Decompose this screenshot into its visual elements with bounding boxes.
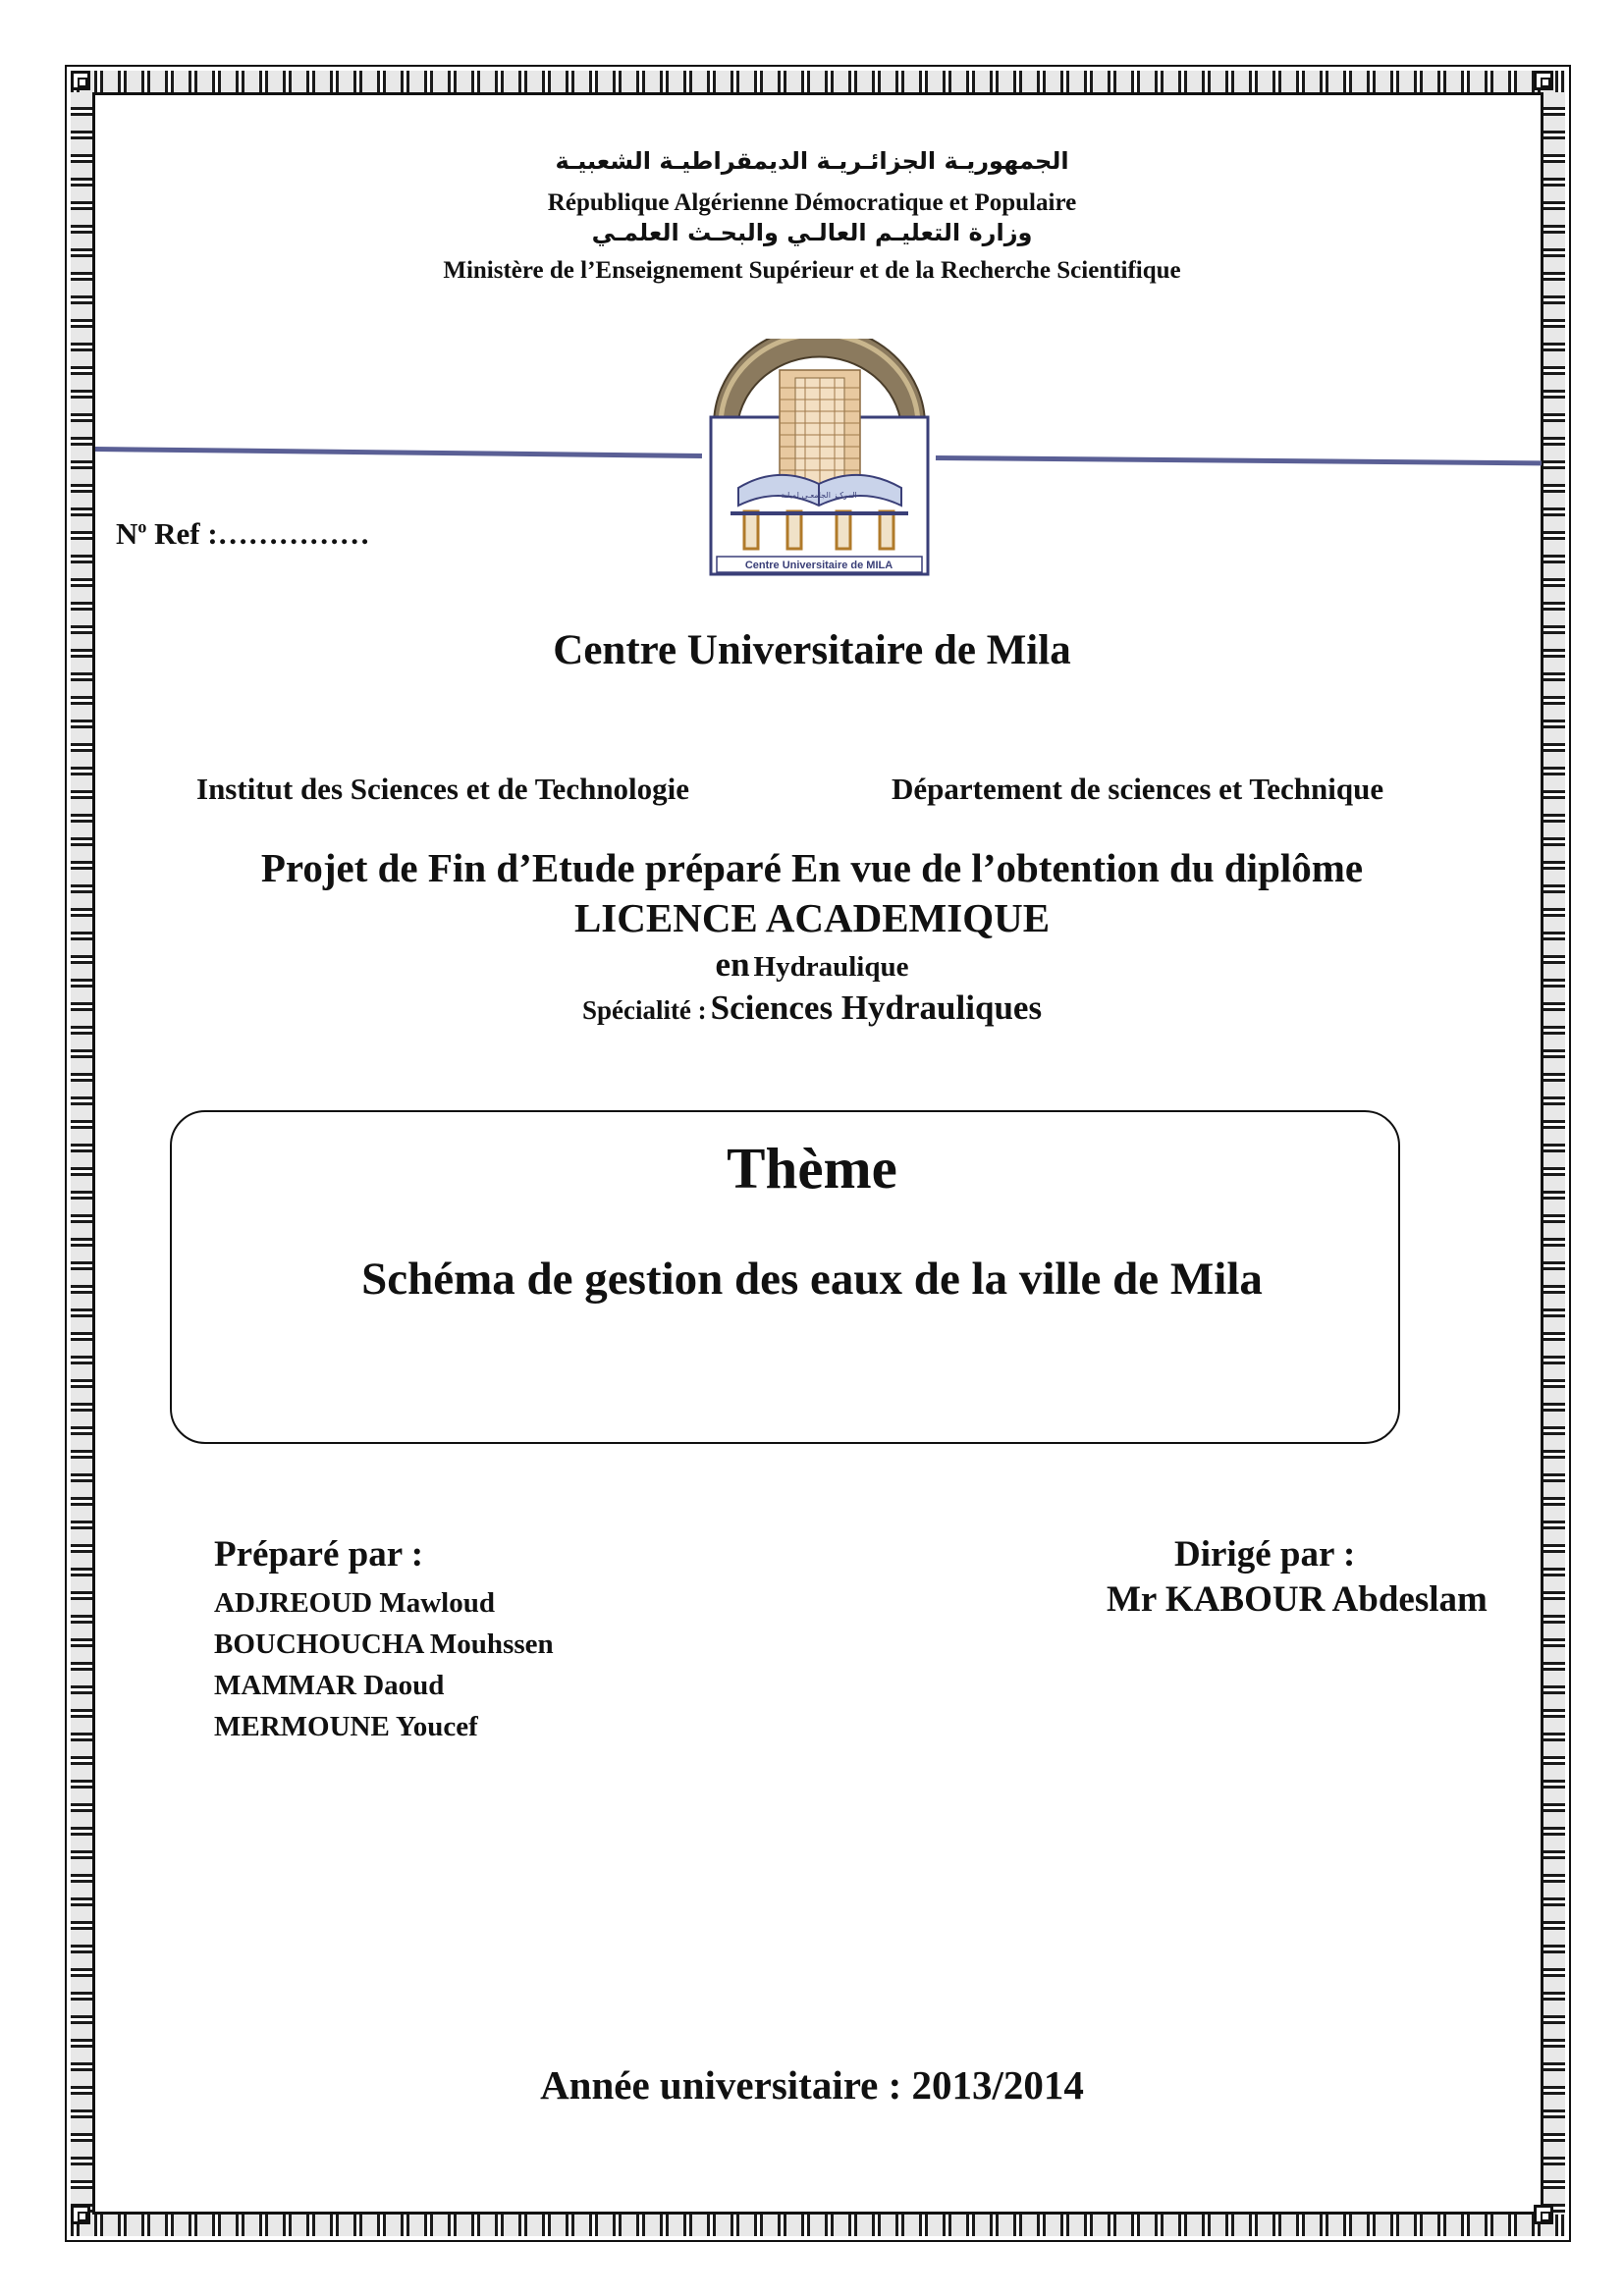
project-description: Projet de Fin d’Etude préparé En vue de l’obtention du diplôme xyxy=(260,845,1364,890)
student-name: BOUCHOUCHA Mouhssen xyxy=(214,1629,554,1660)
republic-name-arabic: الجمهوريـة الجزائـريـة الديمقراطيـة الشعبيـة xyxy=(555,147,1069,175)
university-logo xyxy=(709,339,930,577)
student-list xyxy=(214,1582,554,1747)
diploma-name: LICENCE ACADEMIQUE xyxy=(573,895,1051,940)
student-name: ADJREOUD Mawloud xyxy=(214,1587,495,1619)
academic-year: Année universitaire : 2013/2014 xyxy=(540,2062,1084,2108)
student-name: MERMOUNE Youcef xyxy=(214,1711,478,1742)
university-name: Centre Universitaire de Mila xyxy=(553,627,1071,673)
logo-caption: Centre Universitaire de MILA xyxy=(744,560,893,571)
border-corner-bottom-right xyxy=(1534,2205,1553,2224)
student-name: MAMMAR Daoud xyxy=(214,1670,445,1701)
reference-number: $N^o$ Ref :…………… xyxy=(116,516,370,551)
theme-subject: Schéma de gestion des eaux de la ville de Mila xyxy=(361,1254,1263,1305)
border-corner-top-left xyxy=(71,71,90,90)
border-corner-bottom-left xyxy=(71,2205,90,2224)
supervisor-name: Mr KABOUR Abdeslam xyxy=(1107,1579,1488,1620)
border-corner-top-right xyxy=(1534,71,1553,90)
republic-name-french: République Algérienne Démocratique et Populaire xyxy=(547,189,1077,216)
institute-name: Institut des Sciences et de Technologie xyxy=(196,772,690,806)
field-line: en Hydraulique xyxy=(715,945,909,984)
logo-arabic-caption: المركـز الجامعـي لميلـة xyxy=(781,491,857,500)
prepared-by-label: Préparé par : xyxy=(214,1534,424,1575)
specialty-line: Spécialité : Sciences Hydrauliques xyxy=(581,988,1043,1027)
theme-title: Thème xyxy=(727,1136,897,1201)
ministry-name-french: Ministère de l’Enseignement Supérieur et de la Recherche Scientifique xyxy=(443,257,1181,284)
ministry-name-arabic: وزارة التعليـم العالـي والبحـث العلمـي xyxy=(591,219,1033,246)
directed-by-label: Dirigé par : xyxy=(1174,1534,1356,1575)
department-name: Département de sciences et Technique xyxy=(892,772,1384,806)
